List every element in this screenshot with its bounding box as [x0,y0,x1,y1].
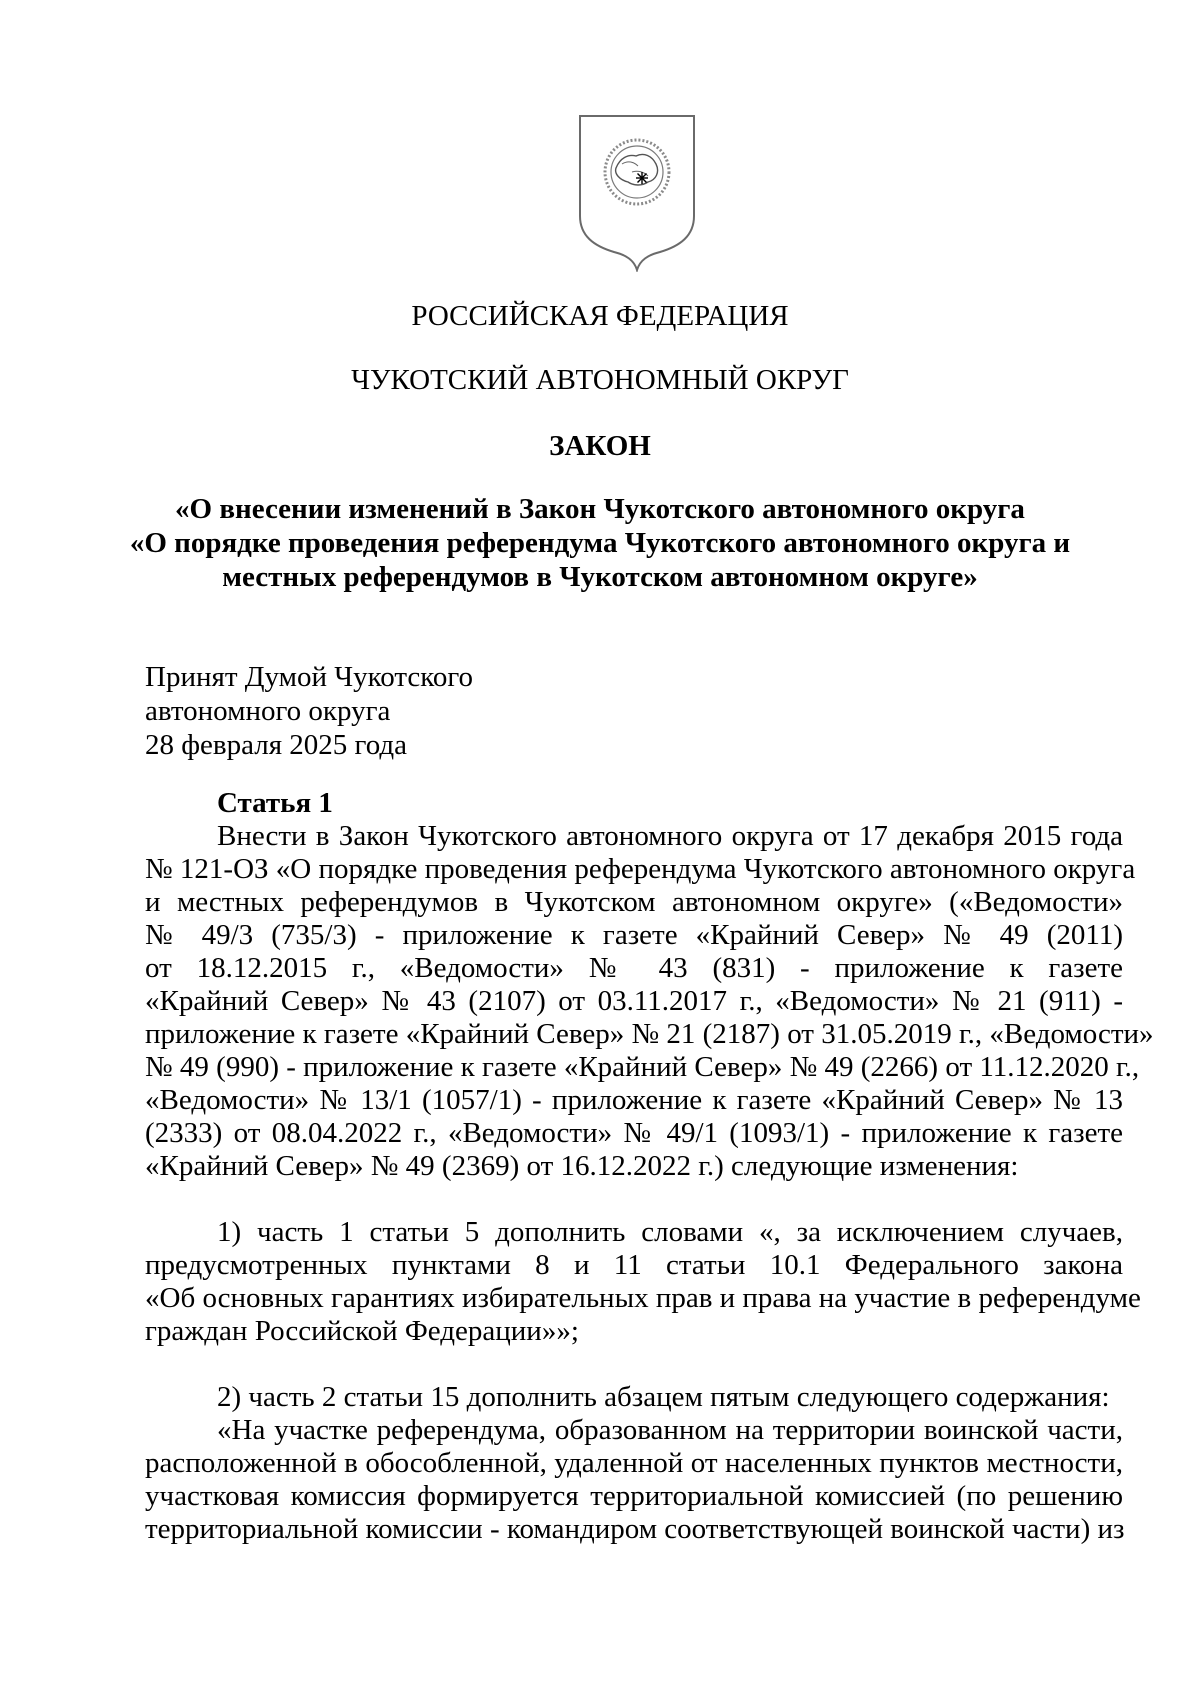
law-title-line: «О внесении изменений в Закон Чукотского автономного округа [175,493,1025,525]
article-intro-line: от 18.12.2015 г., «Ведомости» № 43 (831) - приложение к газете [145,952,1123,984]
item-2-line: расположенной в обособленной, удаленной от населенных пунктов местности, [145,1447,1123,1479]
item-1-line: граждан Российской Федерации»»; [145,1315,579,1347]
law-title-line: «О порядке проведения референдума Чукотского автономного округа и [129,527,1071,559]
adoption-line: автономного округа [145,695,391,727]
article-intro-line: № 49/3 (735/3) - приложение к газете «Крайний Север» № 49 (2011) [145,919,1123,951]
article-1 [145,787,1154,1546]
law-title-line: местных референдумов в Чукотском автономном округе» [222,561,978,593]
item-1-line: 1) часть 1 статьи 5 дополнить словами «, за исключением случаев, [217,1216,1123,1248]
paragraph-gap [145,1183,1123,1216]
article-intro-line: приложение к газете «Крайний Север» № 21 (2187) от 31.05.2019 г., «Ведомости» [145,1018,1154,1050]
item-1-line: предусмотренных пунктами 8 и 11 статьи 10.1 Федерального закона [145,1249,1123,1281]
article-intro-line: Внести в Закон Чукотского автономного округа от 17 декабря 2015 года [217,820,1123,852]
article-intro-line: «Крайний Север» № 49 (2369) от 16.12.2022 г.) следующие изменения: [145,1150,1019,1182]
article-intro-line: и местных референдумов в Чукотском автономном округе» («Ведомости» [145,886,1123,918]
item-2-line: территориальной комиссии - командиром соответствующей воинской части) из [145,1513,1125,1545]
coat-of-arms-emblem [576,112,698,272]
article-title: Статья 1 [217,787,333,819]
item-2-line: 2) часть 2 статьи 15 дополнить абзацем пятым следующего содержания: [217,1381,1110,1413]
article-intro-line: (2333) от 08.04.2022 г., «Ведомости» № 49/1 (1093/1) - приложение к газете [145,1117,1123,1149]
adoption-line: Принят Думой Чукотского [145,661,474,693]
item-2-line: «На участке референдума, образованном на территории воинской части, [217,1414,1123,1446]
article-intro-line: № 121-ОЗ «О порядке проведения референдума Чукотского автономного округа [145,853,1136,885]
article-intro-line: «Ведомости» № 13/1 (1057/1) - приложение к газете «Крайний Север» № 13 [145,1084,1123,1116]
item-1-line: «Об основных гарантиях избирательных прав и права на участие в референдуме [145,1282,1141,1314]
document-type-heading: ЗАКОН [549,430,651,462]
adoption-line: 28 февраля 2025 года [145,729,408,761]
item-2-line: участковая комиссия формируется территориальной комиссией (по решению [145,1480,1123,1512]
country-heading: РОССИЙСКАЯ ФЕДЕРАЦИЯ [411,300,789,332]
article-intro-line: «Крайний Север» № 43 (2107) от 03.11.2017 г., «Ведомости» № 21 (911) - [145,985,1123,1017]
region-heading: ЧУКОТСКИЙ АВТОНОМНЫЙ ОКРУГ [351,364,849,396]
law-title [0,492,1200,594]
paragraph-gap [145,1348,1123,1381]
article-intro-line: № 49 (990) - приложение к газете «Крайний Север» № 49 (2266) от 11.12.2020 г., [145,1051,1140,1083]
adoption-note [145,660,473,762]
